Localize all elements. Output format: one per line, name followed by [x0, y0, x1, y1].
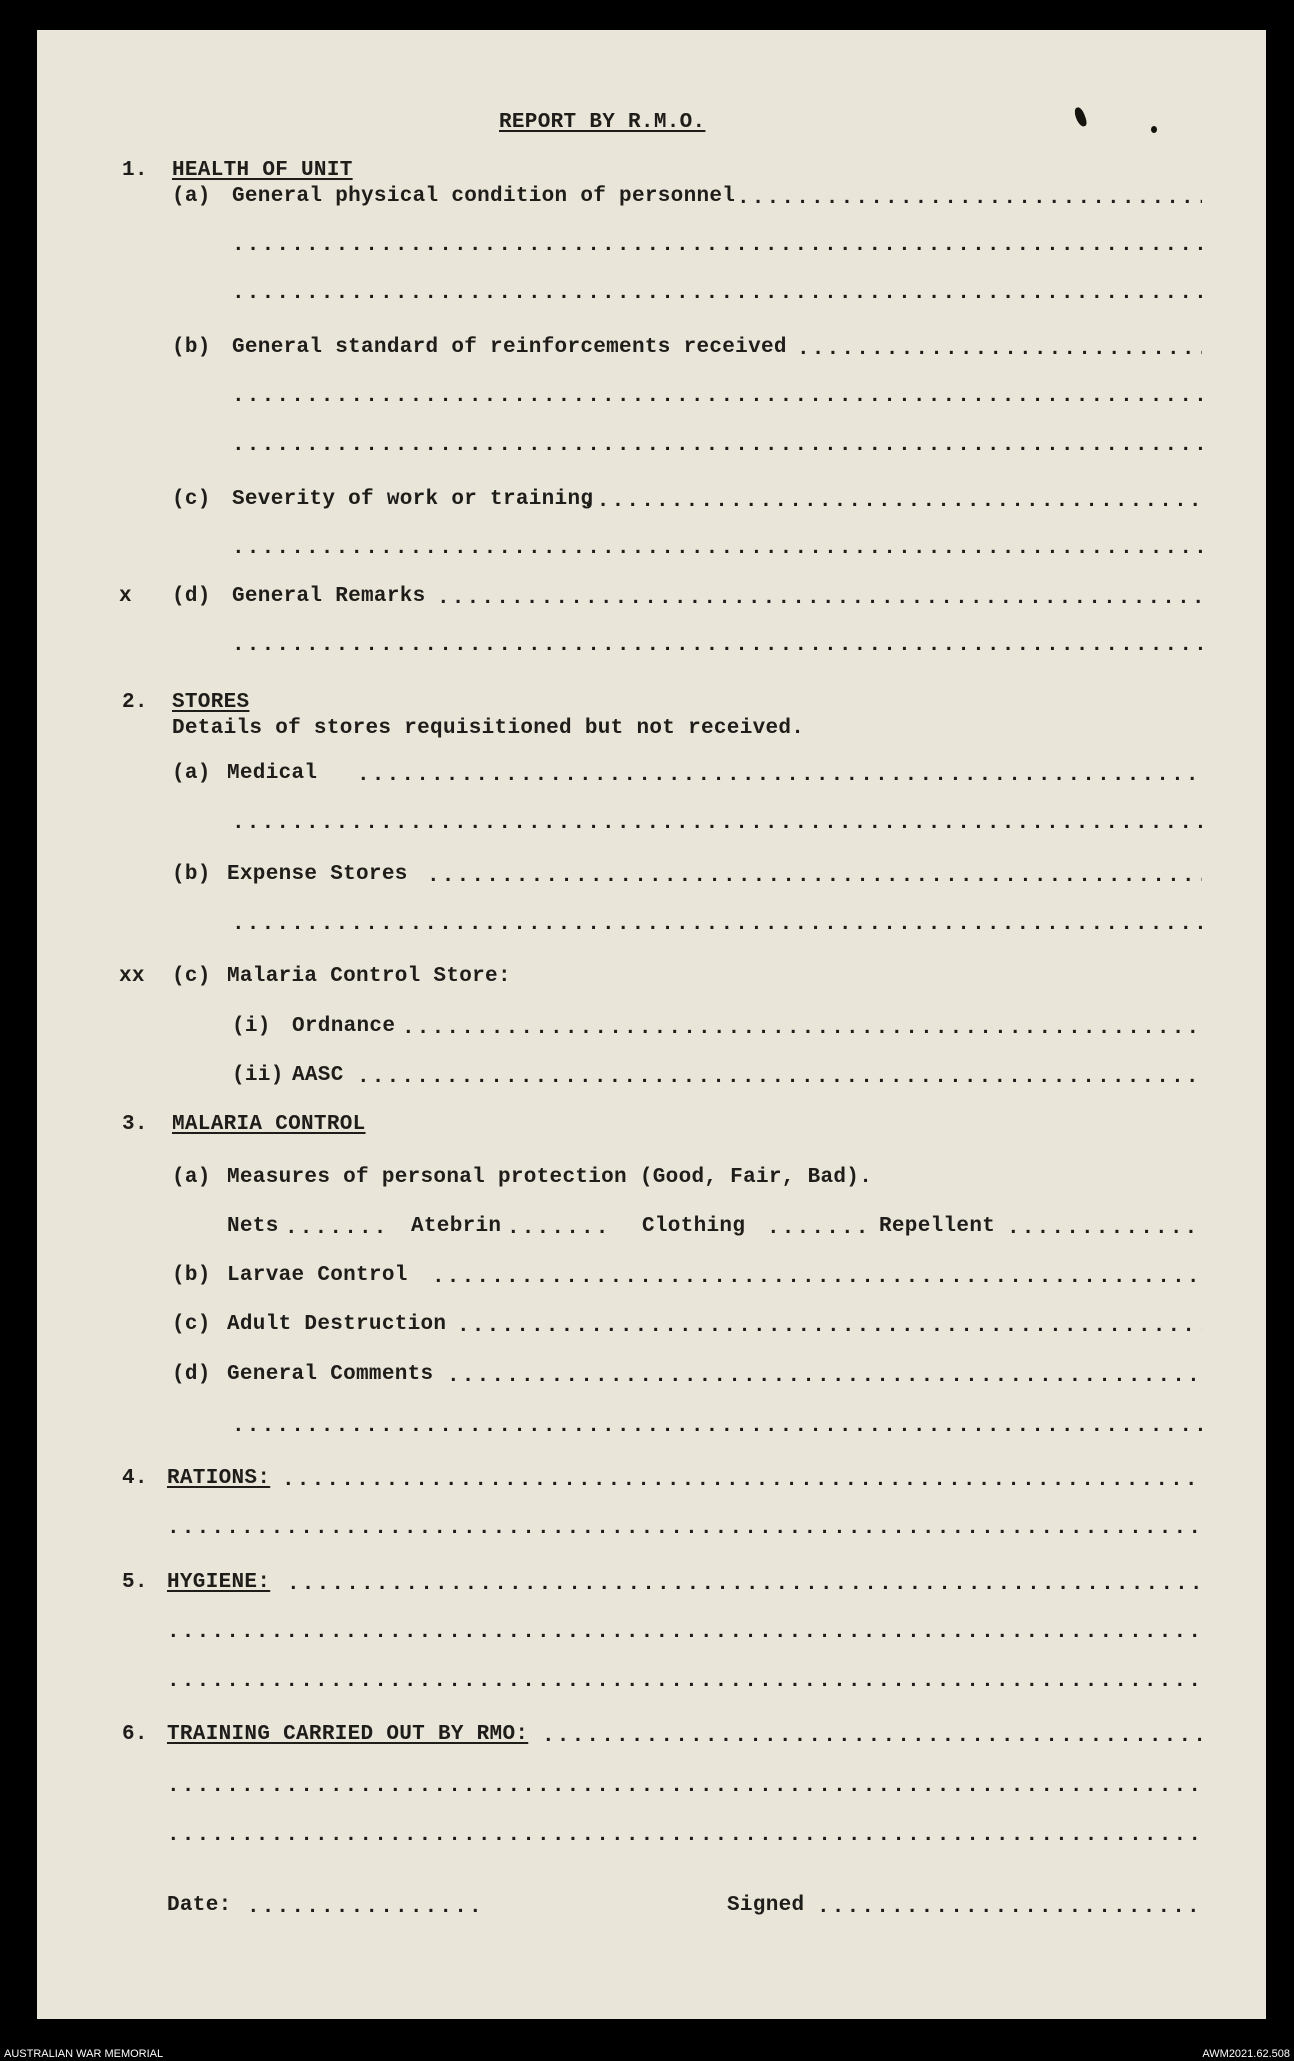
- item-1b-fill-line[interactable]: [232, 433, 1202, 459]
- item-2c-i-label: (i): [232, 1015, 271, 1038]
- hygiene-fill-line[interactable]: [287, 1572, 1202, 1598]
- measure-atebrin-fill[interactable]: [507, 1216, 607, 1242]
- measure-repellent-fill[interactable]: [1007, 1216, 1202, 1242]
- item-2a-fill-line[interactable]: [357, 763, 1202, 789]
- section-3-number: 3.: [122, 1113, 148, 1136]
- item-2a-text: Medical: [227, 762, 318, 785]
- section-3-heading: MALARIA CONTROL: [172, 1113, 366, 1136]
- item-1d-label: (d): [172, 585, 211, 608]
- hygiene-fill-line[interactable]: [167, 1620, 1202, 1646]
- item-1b-text: General standard of reinforcements received: [232, 336, 787, 359]
- item-1a-fill-line[interactable]: [232, 281, 1202, 307]
- measure-repellent-label: Repellent: [879, 1215, 996, 1238]
- signed-fill-line[interactable]: [817, 1895, 1202, 1921]
- training-fill-line[interactable]: [542, 1724, 1202, 1750]
- section-6-number: 6.: [122, 1723, 148, 1746]
- item-1c-fill-line[interactable]: [232, 536, 1202, 562]
- item-2b-fill-line[interactable]: [427, 864, 1202, 890]
- measure-atebrin-label: Atebrin: [411, 1215, 502, 1238]
- item-2c-ii-text: AASC: [292, 1064, 344, 1087]
- item-1a-fill-line[interactable]: [737, 186, 1202, 212]
- item-1b-label: (b): [172, 336, 211, 359]
- item-3b-text: Larvae Control: [227, 1264, 408, 1287]
- section-6-heading: TRAINING CARRIED OUT BY RMO:: [167, 1723, 529, 1746]
- item-3c-text: Adult Destruction: [227, 1313, 447, 1336]
- item-3d-text: General Comments: [227, 1363, 434, 1386]
- item-2a-fill-line[interactable]: [232, 811, 1202, 837]
- item-1d-fill-line[interactable]: [437, 586, 1202, 612]
- item-3d-fill-line[interactable]: [447, 1364, 1202, 1390]
- item-2b-fill-line[interactable]: [232, 912, 1202, 938]
- rations-fill-line[interactable]: [167, 1516, 1202, 1542]
- item-1a-label: (a): [172, 185, 211, 208]
- item-3c-fill-line[interactable]: [457, 1314, 1202, 1340]
- item-1d-mark: x: [119, 585, 132, 608]
- measure-clothing-label: Clothing: [642, 1215, 746, 1238]
- item-1b-fill-line[interactable]: [232, 384, 1202, 410]
- item-1d-fill-line[interactable]: [232, 633, 1202, 659]
- item-3b-fill-line[interactable]: [432, 1265, 1202, 1291]
- item-3d-label: (d): [172, 1363, 211, 1386]
- date-fill-line[interactable]: [247, 1895, 477, 1921]
- date-label: Date:: [167, 1894, 232, 1917]
- section-4-number: 4.: [122, 1467, 148, 1490]
- section-1-number: 1.: [122, 159, 148, 182]
- item-2c-ii-fill-line[interactable]: [357, 1065, 1202, 1091]
- training-fill-line[interactable]: [167, 1823, 1202, 1849]
- measure-nets-fill[interactable]: [285, 1216, 385, 1242]
- item-2c-i-fill-line[interactable]: [402, 1016, 1202, 1042]
- section-4-heading: RATIONS:: [167, 1467, 271, 1490]
- archive-caption-left: AUSTRALIAN WAR MEMORIAL: [4, 2048, 164, 2060]
- signed-label: Signed: [727, 1894, 805, 1917]
- measure-nets-label: Nets: [227, 1215, 279, 1238]
- item-1a-text: General physical condition of personnel: [232, 185, 736, 208]
- item-3b-label: (b): [172, 1264, 211, 1287]
- item-3d-fill-line[interactable]: [232, 1414, 1202, 1440]
- report-form-page: [37, 30, 1266, 2019]
- section-1-heading: HEALTH OF UNIT: [172, 159, 353, 182]
- item-3a-label: (a): [172, 1166, 211, 1189]
- item-3c-label: (c): [172, 1313, 211, 1336]
- item-2a-label: (a): [172, 762, 211, 785]
- item-1c-label: (c): [172, 488, 211, 511]
- hygiene-fill-line[interactable]: [167, 1669, 1202, 1695]
- section-2-intro: Details of stores requisitioned but not received.: [172, 717, 805, 740]
- item-1b-fill-line[interactable]: [797, 337, 1202, 363]
- item-2c-ii-label: (ii): [232, 1064, 284, 1087]
- item-2b-label: (b): [172, 863, 211, 886]
- item-2b-text: Expense Stores: [227, 863, 408, 886]
- archive-caption-right: AWM2021.62.508: [1202, 2048, 1290, 2060]
- measure-clothing-fill[interactable]: [767, 1216, 867, 1242]
- item-1a-fill-line[interactable]: [232, 233, 1202, 259]
- item-1c-text: Severity of work or training: [232, 488, 594, 511]
- section-5-number: 5.: [122, 1571, 148, 1594]
- section-5-heading: HYGIENE:: [167, 1571, 271, 1594]
- section-2-number: 2.: [122, 691, 148, 714]
- ink-blot-mark: [1073, 106, 1088, 128]
- item-2c-mark: xx: [119, 965, 145, 988]
- rations-fill-line[interactable]: [282, 1468, 1202, 1494]
- ink-speck-mark: [1151, 126, 1157, 133]
- item-3a-text: Measures of personal protection (Good, Fair, Bad).: [227, 1166, 873, 1189]
- item-1c-fill-line[interactable]: [582, 489, 1202, 515]
- item-1d-text: General Remarks: [232, 585, 426, 608]
- item-2c-text: Malaria Control Store:: [227, 965, 511, 988]
- section-2-heading: STORES: [172, 691, 250, 714]
- item-2c-i-text: Ordnance: [292, 1015, 396, 1038]
- training-fill-line[interactable]: [167, 1774, 1202, 1800]
- item-2c-label: (c): [172, 965, 211, 988]
- document-title: REPORT BY R.M.O.: [499, 111, 706, 134]
